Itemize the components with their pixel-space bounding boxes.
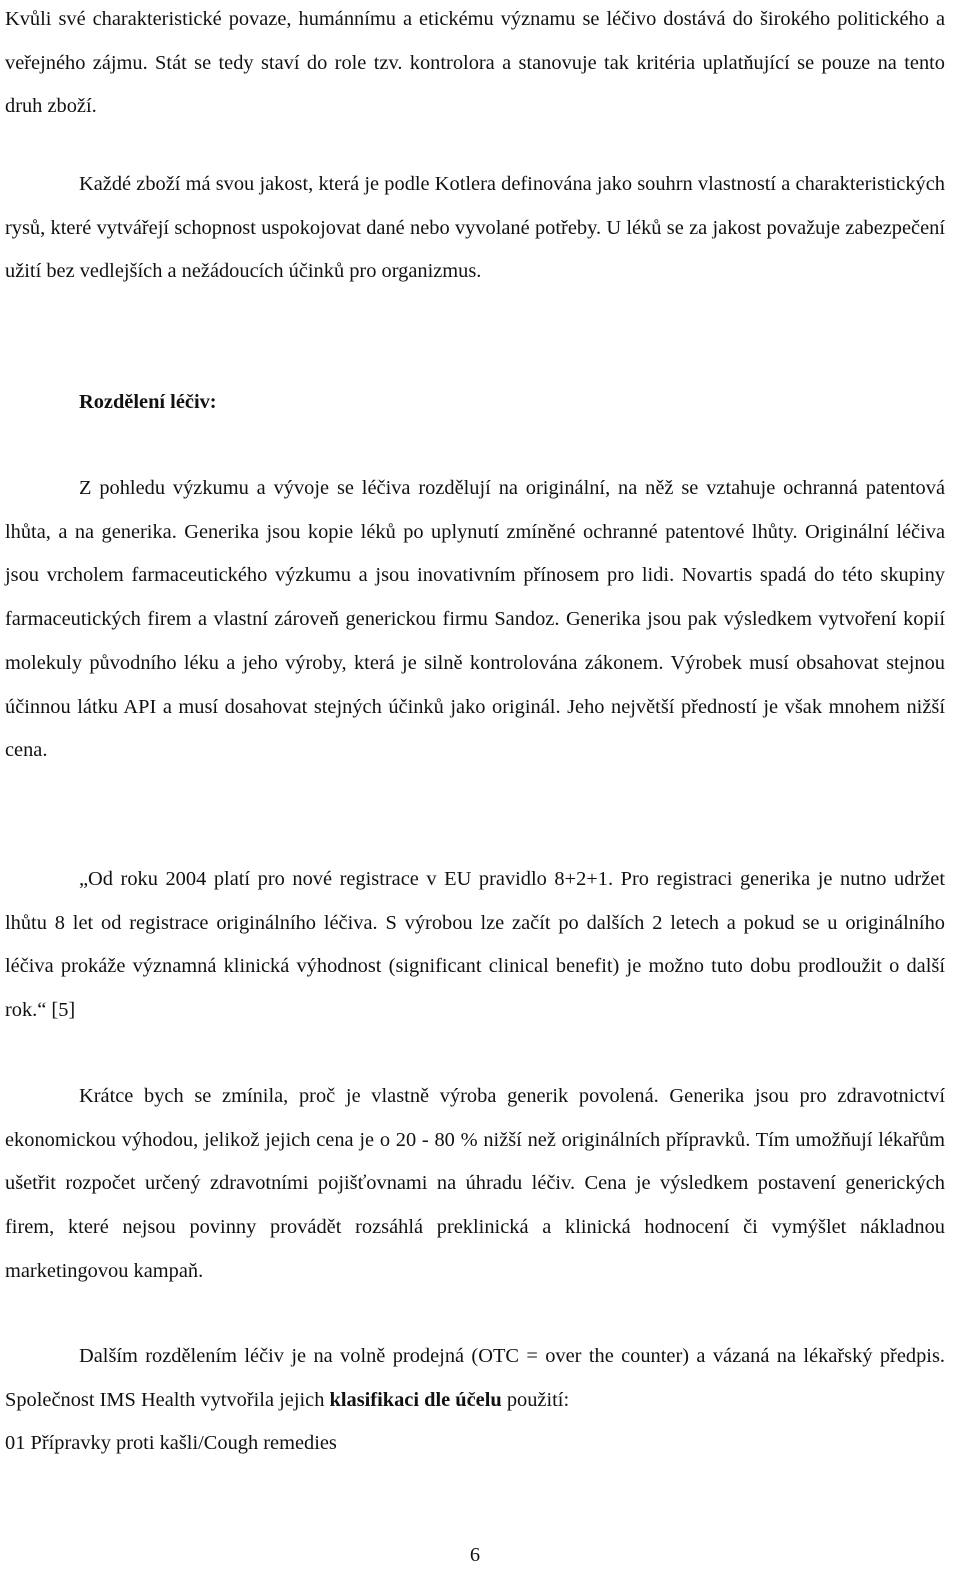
- paragraph-quote-regulation: „Od roku 2004 platí pro nové registrace v EU pravidlo 8+2+1. Pro registraci generika je nutno udržet lhůtu 8 let od registrace originálního léčiva. S výrobou lze začít po dalších 2 letech a pokud se u originálního léčiva prokáže významná klinická výhodnost (significant clinical benefit) je možno tuto dobu prodloužit o další rok.“ [5]: [5, 868, 945, 1022]
- page-number: 6: [469, 1544, 481, 1566]
- paragraph-original-vs-generic: Z pohledu výzkumu a vývoje se léčiva rozdělují na originální, na něž se vztahuje ochranná patentová lhůta, a na generika. Generika jsou kopie léků po uplynutí zmíněné ochranné patentové lhůty. Originální léčiva jsou vrcholem farmaceutického výzkumu a jsou inovativním přínosem pro lidi. Novartis spadá do této skupiny farmaceutických firem a vlastní zároveň generickou firmu Sandoz. Generika jsou pak výsledkem vytvoření kopií molekuly původního léku a jeho výroby, která je silně kontrolována zákonem. Výrobek musí obsahovat stejnou účinnou látku API a musí dosahovat stejných účinků jako originál. Jeho největší předností je však mnohem nižší cena.: [5, 477, 945, 762]
- otc-text-bold: klasifikaci dle účelu: [329, 1388, 502, 1411]
- list-item-cough-remedies: 01 Přípravky proti kašli/Cough remedies: [5, 1432, 337, 1455]
- otc-text-start: Dalším rozdělením léčiv je na volně prodejná (OTC = over the counter) a vázaná na lékařský předpis. Společnost IMS Health vytvořila jejich: [5, 1345, 945, 1411]
- paragraph-otc-text: [5, 1335, 945, 1422]
- paragraph-legal-interest: Kvůli své charakteristické povaze, humánnímu a etickému významu se léčivo dostává do širokého politického a veřejného zájmu. Stát se tedy staví do role tzv. kontrolora a stanovuje tak kritéria uplatňující se pouze na tento druh zboží.: [5, 8, 945, 118]
- paragraph-generic-advantages: Krátce bych se zmínila, proč je vlastně výroba generik povolená. Generika jsou pro zdravotnictví ekonomickou výhodou, jelikož jejich cena je o 20 - 80 % nižší než originálních přípravků. Tím umožňují lékařům ušetřit rozpočet určený zdravotními pojišťovnami na úhradu léčiv. Cena je výsledkem postavení generických firem, které nejsou povinny provádět rozsáhlá preklinická a klinická hodnocení či vymýšlet nákladnou marketingovou kampaň.: [5, 1085, 945, 1282]
- otc-text-end: použití:: [501, 1388, 570, 1411]
- paragraph-quality: Každé zboží má svou jakost, která je podle Kotlera definována jako souhrn vlastností a charakteristických rysů, které vytvářejí schopnost uspokojovat dané nebo vyvolané potřeby. U léků se za jakost považuje zabezpečení užití bez vedlejších a nežádoucích účinků pro organizmus.: [5, 173, 945, 283]
- section-heading: Rozdělení léčiv:: [79, 391, 217, 413]
- paragraph-otc-classification: [5, 1335, 945, 1466]
